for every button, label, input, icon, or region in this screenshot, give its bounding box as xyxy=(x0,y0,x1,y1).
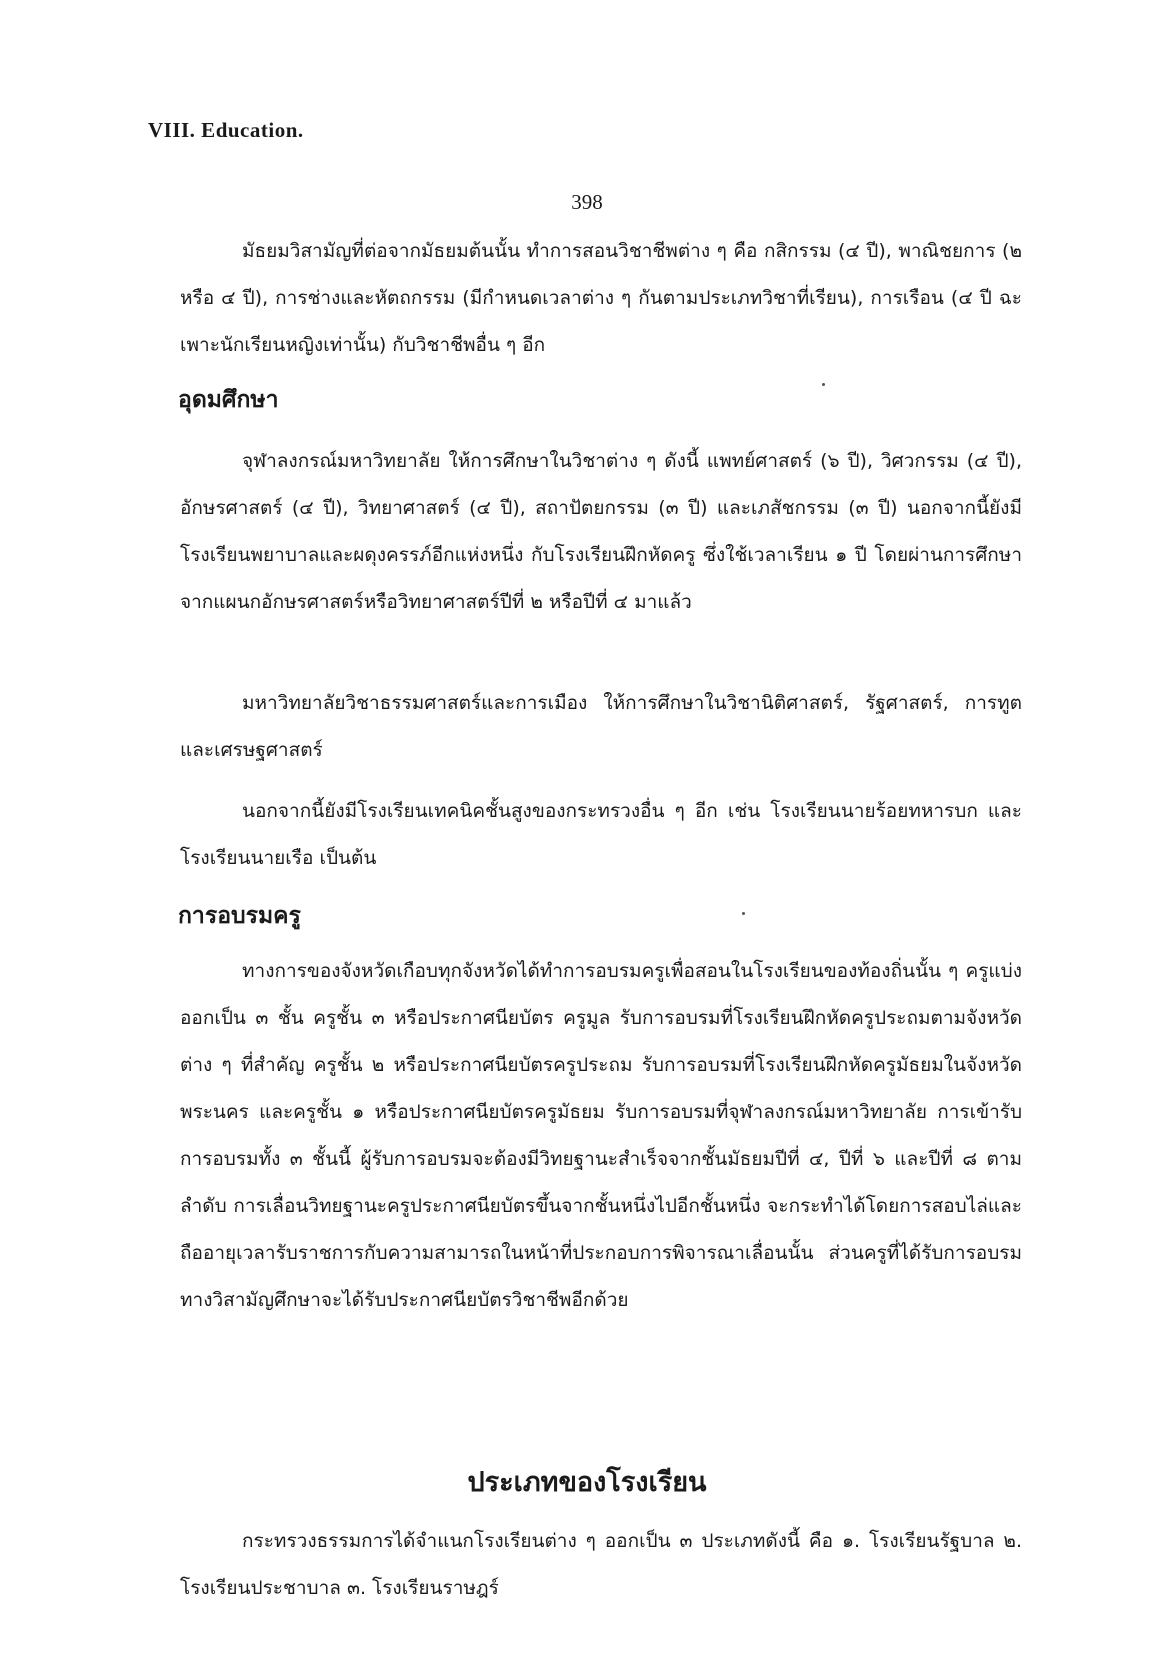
scan-speck xyxy=(822,383,825,386)
paragraph-teacher-training: ทางการของจังหวัดเกือบทุกจังหวัดได้ทำการอบรมครูเพื่อสอนในโรงเรียนของท้องถิ่นนั้น ๆ ครูแบ่งออกเป็น ๓ ชั้น ครูชั้น ๓ หรือประกาศนียบัตร ครูมูล รับการอบรมที่โรงเรียนฝึกหัดครูประถมตามจังหวัดต่าง ๆ ที่สำคัญ ครูชั้น ๒ หรือประกาศนียบัตรครูประถม รับการอบรมที่โรงเรียนฝึกหัดครูมัธยมในจังหวัดพระนคร และครูชั้น ๑ หรือประกาศนียบัตรครูมัธยม รับการอบรมที่จุฬาลงกรณ์มหาวิทยาลัย การเข้ารับการอบรมทั้ง ๓ ชั้นนี้ ผู้รับการอบรมจะต้องมีวิทยฐานะสำเร็จจากชั้นมัธยมปีที่ ๔, ปีที่ ๖ และปีที่ ๘ ตามลำดับ การเลื่อนวิทยฐานะครูประกาศนียบัตรขึ้นจากชั้นหนึ่งไปอีกชั้นหนึ่ง จะกระทำได้โดยการสอบไล่และถืออายุเวลารับราชการกับความสามารถในหน้าที่ประกอบการพิจารณาเลื่อนนั้น ส่วนครูที่ได้รับการอบรมทางวิสามัญศึกษาจะได้รับประกาศนียบัตรวิชาชีพอีกด้วย xyxy=(180,960,1022,1311)
paragraph-thammasat: มหาวิทยาลัยวิชาธรรมศาสตร์และการเมือง ให้การศึกษาในวิชานิติศาสตร์, รัฐศาสตร์, การทูตและเศรษฐศาสตร์ xyxy=(180,692,1022,761)
paragraph-school-types: กระทรวงธรรมการได้จำแนกโรงเรียนต่าง ๆ ออกเป็น ๓ ประเภทดังนี้ คือ ๑. โรงเรียนรัฐบาล ๒. โรงเรียนประชาบาล ๓. โรงเรียนราษฎร์ xyxy=(180,1530,1022,1599)
page-number: 398 xyxy=(571,190,603,214)
heading-higher-education: อุดมศึกษา xyxy=(178,387,279,413)
heading-school-types: ประเภทของโรงเรียน xyxy=(467,1467,707,1498)
scan-speck xyxy=(742,912,745,915)
heading-teacher-training: การอบรมครู xyxy=(178,903,301,929)
paragraph-vocational: มัธยมวิสามัญที่ต่อจากมัธยมต้นนั้น ทำการสอนวิชาชีพต่าง ๆ คือ กสิกรรม (๔ ปี), พาณิชยการ (๒ หรือ ๔ ปี), การช่างและหัตถกรรม (มีกำหนดเวลาต่าง ๆ กันตามประเภทวิชาที่เรียน), การเรือน (๔ ปี ฉะเพาะนักเรียนหญิงเท่านั้น) กับวิชาชีพอื่น ๆ อีก xyxy=(180,240,1022,356)
paragraph-chulalongkorn: จุฬาลงกรณ์มหาวิทยาลัย ให้การศึกษาในวิชาต่าง ๆ ดังนี้ แพทย์ศาสตร์ (๖ ปี), วิศวกรรม (๔ ปี), อักษรศาสตร์ (๔ ปี), วิทยาศาสตร์ (๔ ปี), สถาปัตยกรรม (๓ ปี) และเภสัชกรรม (๓ ปี) นอกจากนี้ยังมีโรงเรียนพยาบาลและผดุงครรภ์อีกแห่งหนึ่ง กับโรงเรียนฝึกหัดครู ซึ่งใช้เวลาเรียน ๑ ปี โดยผ่านการศึกษาจากแผนกอักษรศาสตร์หรือวิทยาศาสตร์ปีที่ ๒ หรือปีที่ ๔ มาแล้ว xyxy=(180,450,1022,613)
paragraph-technical-schools: นอกจากนี้ยังมีโรงเรียนเทคนิคชั้นสูงของกระทรวงอื่น ๆ อีก เช่น โรงเรียนนายร้อยทหารบก และโรงเรียนนายเรือ เป็นต้น xyxy=(180,800,1022,869)
section-label: VIII. Education. xyxy=(148,118,304,142)
